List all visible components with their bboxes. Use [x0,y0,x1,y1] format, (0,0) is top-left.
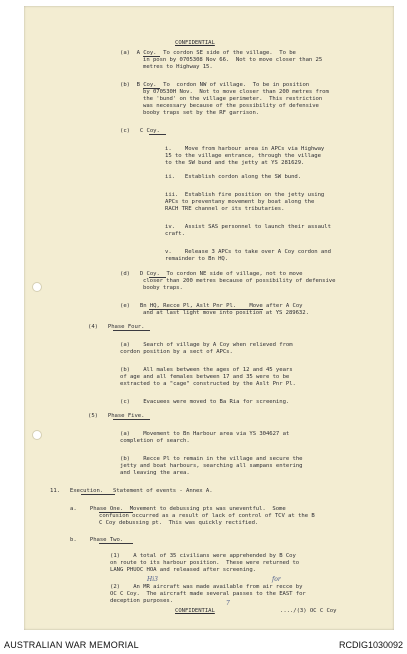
handwritten-note-h3: 7 [226,600,230,607]
document-line-l08: booby traps set by the RF garrison. [143,110,260,116]
heading-underline-u07 [113,419,150,420]
document-line-l19: v. Release 3 APCs to take over A Coy cordon and [165,249,331,255]
handwritten-note-h2: for [272,576,281,583]
document-line-l13: ii. Establish cordon along the SW bund. [165,174,302,180]
document-line-l28: cordon position by a sect of APCs. [120,349,233,355]
document-line-l20: remainder to Bn HQ. [165,256,229,262]
heading-underline-u05 [149,309,263,310]
document-line-l21: (d) D Coy. To cordon NE side of village, not to move [120,271,303,277]
document-line-l48: OC C Coy. The aircraft made several passes to the EAST for [110,591,306,597]
document-line-l43: b. Phase Two. [70,537,124,543]
heading-underline-u03 [149,134,166,135]
document-line-l41: confusion occurred as a result of lack of control of TCV at the B [99,513,315,519]
document-line-l05: by 070530H Nov. Not to move closer than 200 metres from [143,89,329,95]
document-line-l37: jetty and boat harbours, searching all sampans entering [120,463,303,469]
archive-footer [0,636,407,654]
document-line-l01: (a) A Coy. To cordon SE side of the village. To be [120,50,296,56]
document-line-l24: (e) Bn HQ, Recce Pl, Aslt Pnr Pl. Move after A Coy [120,303,303,309]
document-line-l39: 11. Execution. Statement of events - Annex A. [50,488,213,494]
document-line-l10: i. Move from harbour area in APCs via Highway [165,146,325,152]
document-line-l04: (b) B Coy. To cordon NW of village. To be in position [120,82,310,88]
document-line-l26: (4) Phase Four. [88,324,145,330]
document-line-l47: (2) An MR aircraft was made available from air recce by [110,584,303,590]
document-line-l02: in posn by 0705308 Nov 66. Not to move closer than 25 [143,57,323,63]
heading-underline-u08 [81,494,115,495]
classification-footer: CONFIDENTIAL [175,608,215,614]
document-line-l12: to the SW bund and the jetty at YS 281629. [165,160,305,166]
classification-header: CONFIDENTIAL [175,40,215,46]
heading-underline-u06 [113,330,150,331]
document-line-l07: was necessary because of the possibility of defensive [143,103,319,109]
document-line-l49: deception purposes. [110,598,174,604]
document-line-l18: craft. [165,231,185,237]
document-line-l14: iii. Establish fire position on the jetty using [165,192,325,198]
document-line-l22: closer than 200 metres because of possibility of defensive [143,278,336,284]
document-line-l30: of age and all females between 17 and 35 were to be [120,374,290,380]
document-line-l31: extracted to a "cage" constructed by the Aslt Pnr Pl. [120,381,296,387]
document-line-l35: completion of search. [120,438,190,444]
document-line-l11: 15 to the village entrance, through the village [165,153,321,159]
punch-hole-lower [32,430,42,440]
document-line-l45: on route to its harbour position. These were returned to [110,560,300,566]
document-line-l17: iv. Assist SAS personnel to launch their assault [165,224,331,230]
document-line-l36: (b) Recce Pl to remain in the village and secure the [120,456,303,462]
document-line-l06: the 'bund' on the village perimeter. This restriction [143,96,323,102]
heading-underline-u02 [143,88,160,89]
document-line-l42: C Coy debussing pt. This was quickly rectified. [99,520,259,526]
document-line-l32: (c) Evacuees were moved to Ba Ria for screening. [120,399,290,405]
document-line-l25: and at last light move into position at YS 289632. [143,310,309,316]
document-line-l46: LANG PHUOC HOA and released after screening. [110,567,256,573]
heading-underline-u04 [149,277,166,278]
document-line-l40: a. Phase One. Movement to debussing pts was uneventful. Some [70,506,286,512]
archive-reference: RCDIG1030092 [338,640,403,650]
document-line-l27: (a) Search of village by A Coy when relieved from [120,342,293,348]
document-line-l29: (b) All males between the ages of 12 and 45 years [120,367,293,373]
document-line-l16: RACH TRE channel or its tributaries. [165,206,285,212]
document-line-l15: APCs to preventany movement by boat along the [165,199,315,205]
document-line-l38: and leaving the area. [120,470,190,476]
document-line-l03: metres to Highway 15. [143,64,213,70]
document-line-l44: (1) A total of 35 civilians were apprehended by B Coy [110,553,296,559]
heading-underline-u10 [99,543,133,544]
handwritten-note-h1: Hi3 [147,576,158,583]
document-line-l23: booby traps. [143,285,183,291]
document-line-l09: (c) C Coy. [120,128,160,134]
document-line-l50: ..../(3) OC C Coy [280,608,337,614]
heading-underline-u09 [99,512,133,513]
heading-underline-u01 [143,56,160,57]
document-line-l33: (5) Phase Five. [88,413,145,419]
punch-hole-upper [32,282,42,292]
archive-name: AUSTRALIAN WAR MEMORIAL [4,640,139,650]
document-line-l34: (a) Movement to Bn Harbour area via YS 304627 at [120,431,290,437]
